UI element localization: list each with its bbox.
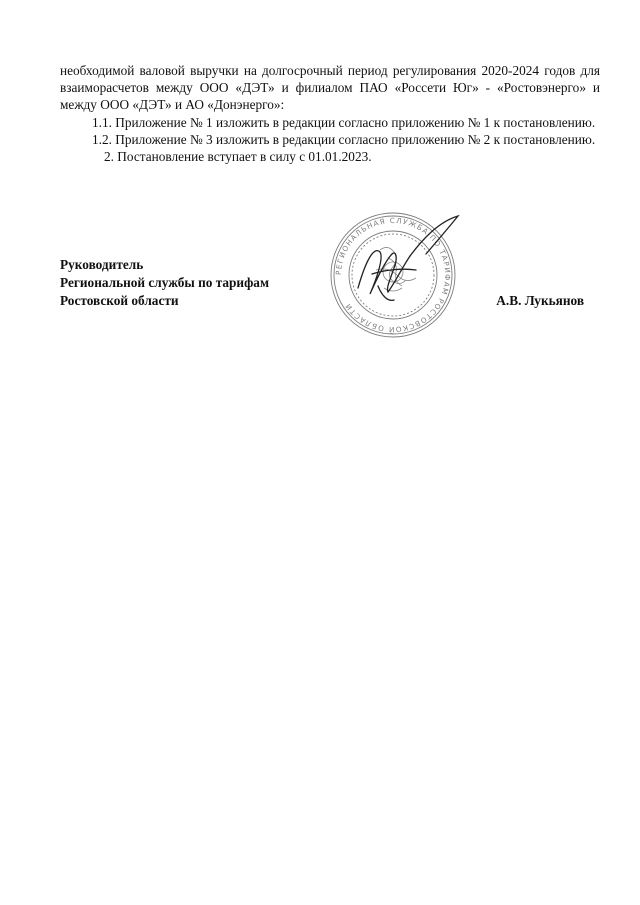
paragraph-item-2: 2. Постановление вступает в силу с 01.01.2023. — [104, 149, 372, 165]
paragraph-item-1-1: 1.1. Приложение № 1 изложить в редакции согласно приложению № 1 к постановлению. — [92, 114, 596, 130]
signature-block — [60, 256, 600, 310]
signatory-organization: Региональной службы по тарифам — [60, 275, 270, 290]
signatory-region: Ростовской области — [60, 293, 179, 308]
signatory-name: А.В. Лукьянов — [496, 293, 584, 308]
seal-ring-text: РЕГИОНАЛЬНАЯ СЛУЖБА ПО ТАРИФАМ РОСТОВСКОЙ ОБЛАСТИ — [333, 215, 453, 335]
document-body — [60, 62, 600, 165]
paragraph-intro: необходимой валовой выручки на долгосрочный период регулирования 2020-2024 годов для взаиморасчетов между ООО «ДЭТ» и филиалом ПАО «Россети Юг» - «Ростовэнерго» и между ООО «ДЭТ» и АО «Донэнерго»: — [60, 63, 600, 113]
signatory-position: Руководитель — [60, 257, 144, 272]
paragraph-item-1-2: 1.2. Приложение № 3 изложить в редакции согласно приложению № 2 к постановлению. — [92, 131, 596, 147]
